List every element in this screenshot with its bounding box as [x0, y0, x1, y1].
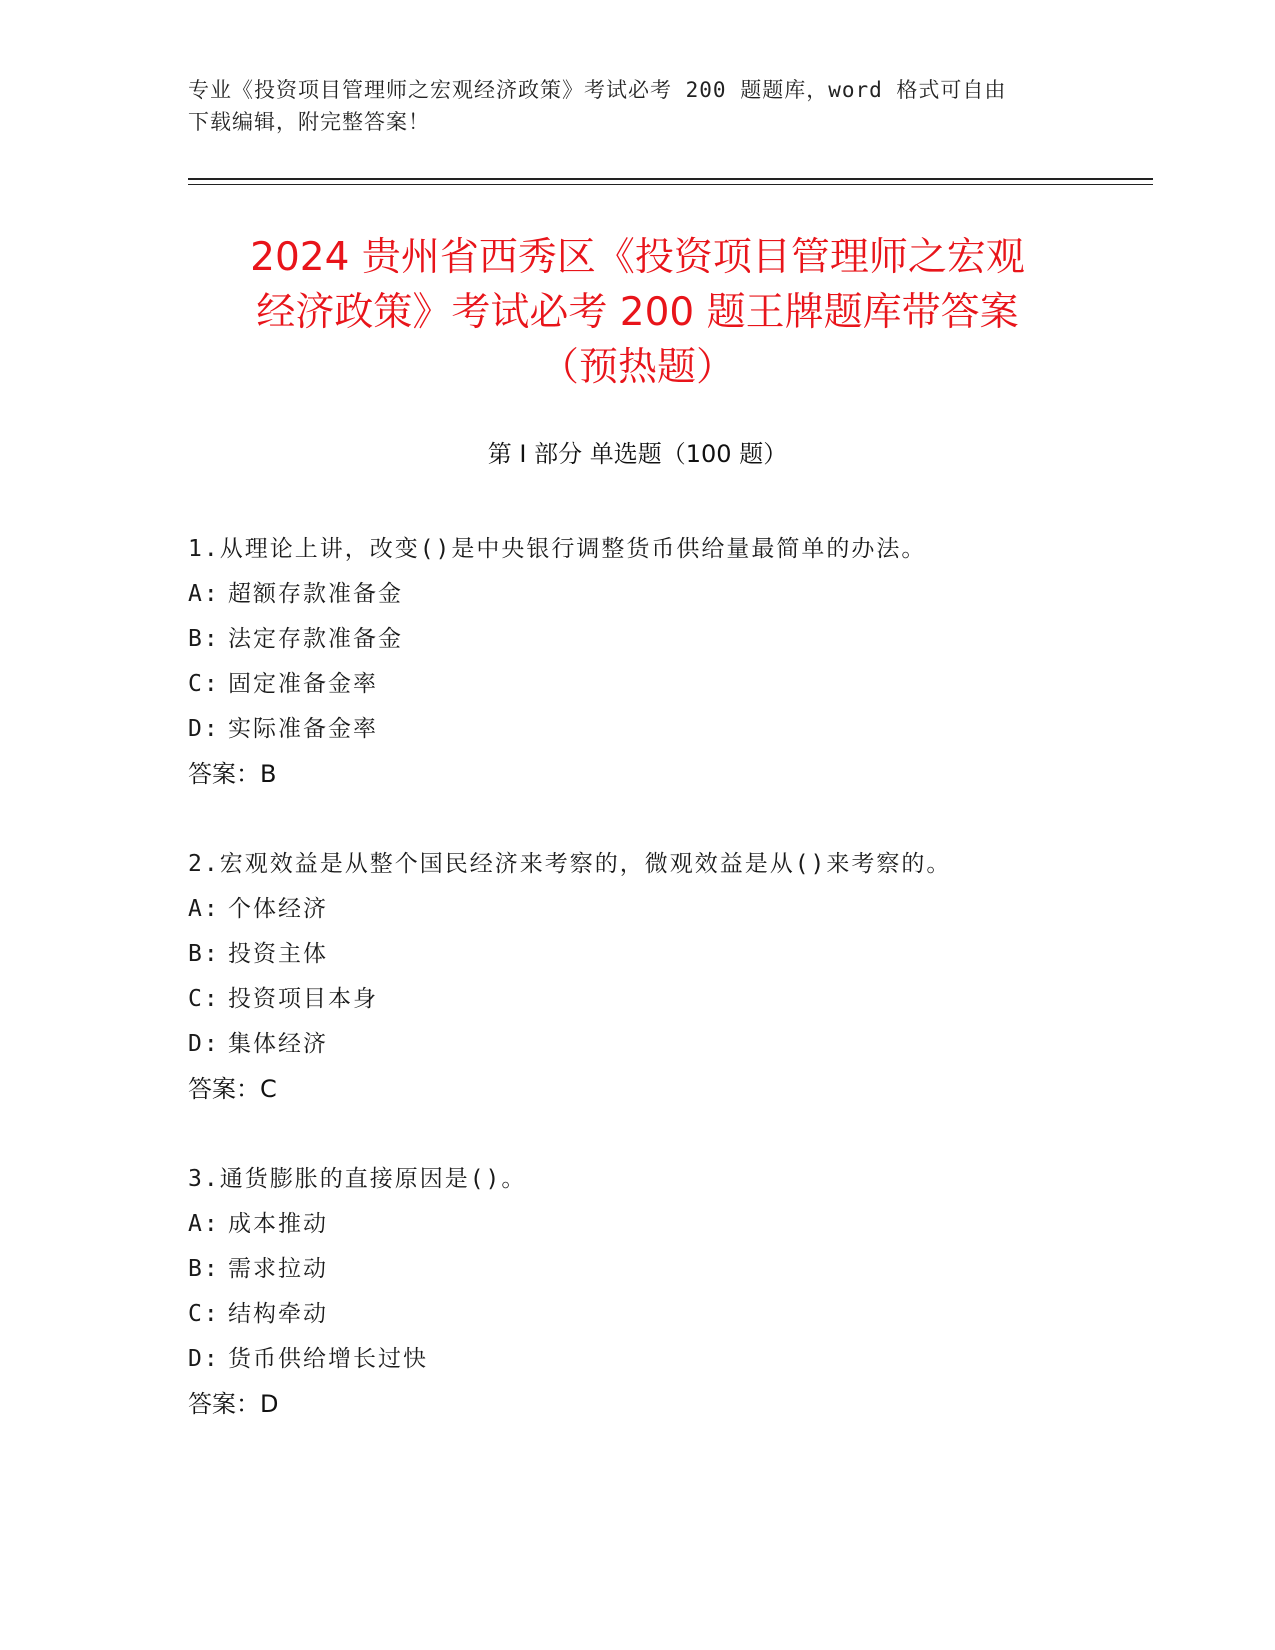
- option-text: 结构牵动: [228, 1301, 328, 1327]
- document-title: [150, 230, 1125, 395]
- option-d: [188, 707, 1128, 752]
- question-3: [188, 1157, 1128, 1427]
- option-a: [188, 887, 1128, 932]
- option-letter: C:: [188, 671, 220, 697]
- section-heading: 第 I 部分 单选题（100 题）: [487, 440, 788, 468]
- header-note: [188, 74, 1088, 138]
- question-2: [188, 842, 1128, 1112]
- option-letter: D:: [188, 1346, 220, 1372]
- option-letter: B:: [188, 941, 220, 967]
- answer-line: 答案：C: [188, 1075, 277, 1103]
- header-note-line-1: 专业《投资项目管理师之宏观经济政策》考试必考 200 题题库，word 格式可自由: [188, 78, 1007, 102]
- option-d: [188, 1022, 1128, 1067]
- question-1: [188, 527, 1128, 797]
- option-c: [188, 662, 1128, 707]
- option-letter: A:: [188, 1211, 220, 1237]
- answer-line: 答案：D: [188, 1390, 279, 1418]
- header-divider-thick: [188, 178, 1153, 180]
- option-text: 超额存款准备金: [228, 581, 403, 607]
- document-title-line-1: 2024 贵州省西秀区《投资项目管理师之宏观: [250, 235, 1025, 280]
- document-title-line-3: （预热题）: [539, 345, 735, 390]
- option-text: 成本推动: [228, 1211, 328, 1237]
- option-letter: C:: [188, 1301, 220, 1327]
- header-note-line-2: 下载编辑，附完整答案！: [188, 110, 430, 134]
- option-letter: A:: [188, 896, 220, 922]
- option-b: [188, 617, 1128, 662]
- question-stem: 2.宏观效益是从整个国民经济来考察的，微观效益是从()来考察的。: [188, 851, 952, 877]
- option-letter: A:: [188, 581, 220, 607]
- option-b: [188, 932, 1128, 977]
- option-text: 实际准备金率: [228, 716, 378, 742]
- option-text: 投资项目本身: [228, 986, 378, 1012]
- document-title-line-2: 经济政策》考试必考 200 题王牌题库带答案: [256, 290, 1019, 335]
- option-a: [188, 1202, 1128, 1247]
- option-letter: B:: [188, 626, 220, 652]
- option-c: [188, 1292, 1128, 1337]
- option-letter: C:: [188, 986, 220, 1012]
- question-stem: 1.从理论上讲，改变()是中央银行调整货币供给量最简单的办法。: [188, 536, 927, 562]
- option-text: 固定准备金率: [228, 671, 378, 697]
- option-text: 货币供给增长过快: [228, 1346, 428, 1372]
- option-letter: D:: [188, 716, 220, 742]
- question-stem: 3.通货膨胀的直接原因是()。: [188, 1166, 527, 1192]
- question-list: [188, 527, 1128, 1472]
- option-a: [188, 572, 1128, 617]
- option-c: [188, 977, 1128, 1022]
- option-text: 需求拉动: [228, 1256, 328, 1282]
- option-text: 集体经济: [228, 1031, 328, 1057]
- option-text: 法定存款准备金: [228, 626, 403, 652]
- header-divider-thin: [188, 184, 1153, 185]
- option-text: 个体经济: [228, 896, 328, 922]
- option-letter: B:: [188, 1256, 220, 1282]
- option-d: [188, 1337, 1128, 1382]
- option-b: [188, 1247, 1128, 1292]
- option-text: 投资主体: [228, 941, 328, 967]
- answer-line: 答案：B: [188, 760, 277, 788]
- option-letter: D:: [188, 1031, 220, 1057]
